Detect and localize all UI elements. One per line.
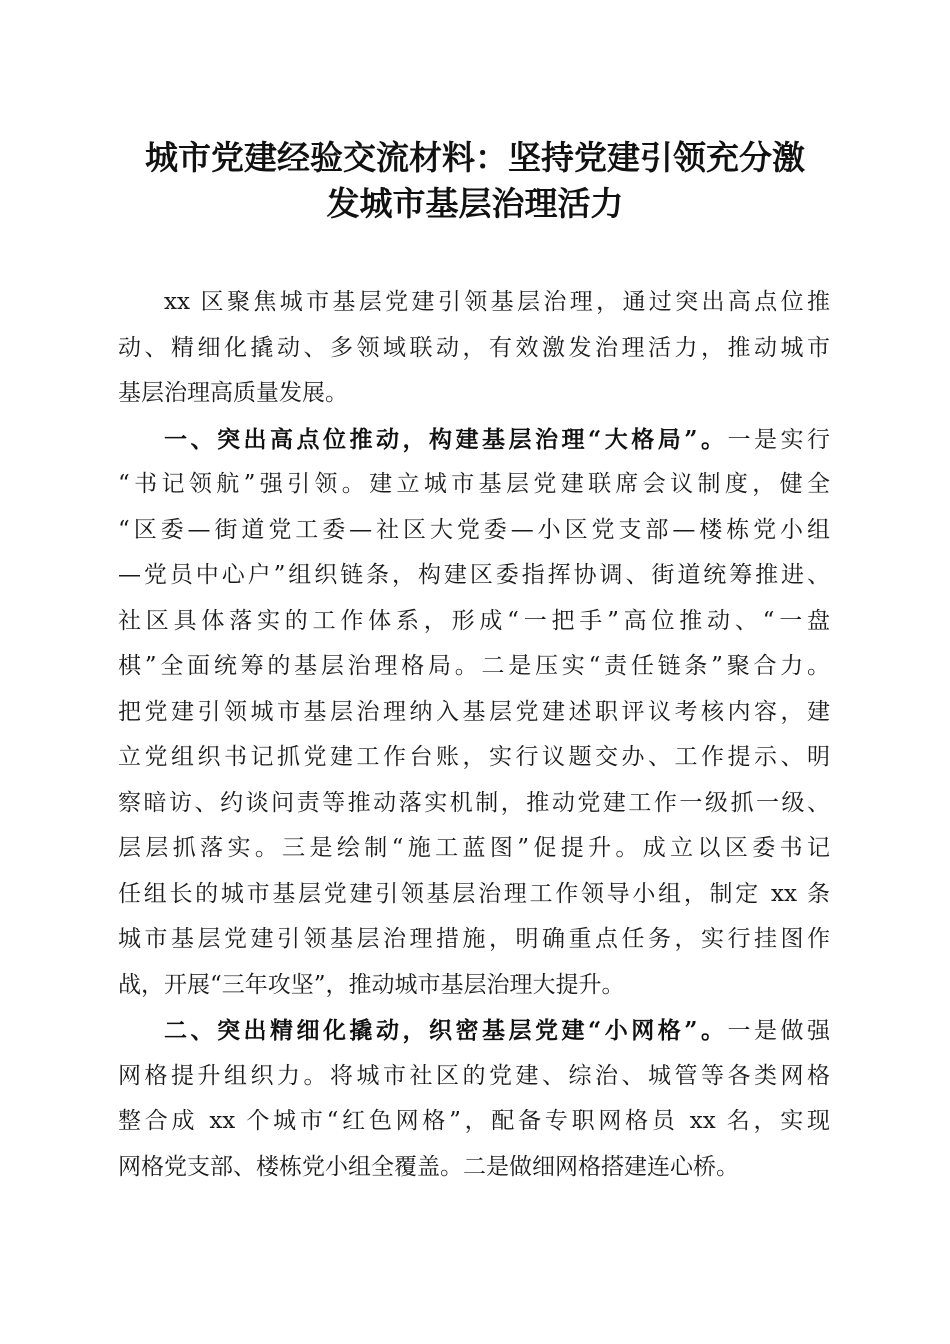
paragraph-line: 网格提升组织力。将城市社区的党建、综治、城管等各类网格 [118,1062,830,1089]
paragraph-line: 城市基层党建引领基层治理措施，明确重点任务，实行挂图作 [118,926,830,952]
paragraph-line: 社区具体落实的工作体系，形成“一把手”高位推动、“一盘 [118,607,830,634]
paragraph-line: 把党建引领城市基层治理纳入基层党建述职评议考核内容，建 [118,698,830,725]
paragraph-line: 基层治理高质量发展。 [118,380,348,406]
paragraph-line: 任组长的城市基层党建引领基层治理工作领导小组，制定 xx 条 [118,880,830,907]
section-2-first-line [118,1008,830,1054]
paragraph-line: 立党组织书记抓党建工作台账，实行议题交办、工作提示、明 [118,744,830,770]
paragraph-line: 整合成 xx 个城市“红色网格”，配备专职网格员 xx 名，实现 [118,1108,830,1134]
paragraph-line: “书记领航”强引领。建立城市基层党建联席会议制度，健全 [118,471,830,497]
paragraph-line: xx 区聚焦城市基层党建引领基层治理，通过突出高点位推 [164,289,830,315]
paragraph-line: “区委—街道党工委—社区大党委—小区党支部—楼栋党小组 [118,516,830,543]
paragraph-line: 网格党支部、楼栋党小组全覆盖。二是做细网格搭建连心桥。 [118,1153,739,1180]
document-title [100,135,850,227]
document-body [118,280,830,1190]
paragraph-line: 动、精细化撬动、多领域联动，有效激发治理活力，推动城市 [118,334,830,361]
section-2-lead-text: 一是做强 [727,1018,831,1044]
paragraph-line: 棋”全面统筹的基层治理格局。二是压实“责任链条”聚合力。 [118,653,830,679]
title-line-1: 城市党建经验交流材料：坚持党建引领充分激 [145,138,805,177]
section-2-heading: 二、突出精细化撬动，织密基层党建“小网格”。 [164,1017,728,1044]
paragraph-line: 层层抓落实。三是绘制“施工蓝图”促提升。成立以区委书记 [118,835,830,861]
paragraph-line: —党员中心户”组织链条，构建区委指挥协调、街道统筹推进、 [118,562,830,588]
paragraph-line: 察暗访、约谈问责等推动落实机制，推动党建工作一级抓一级、 [118,789,830,816]
section-1-first-line [118,417,830,463]
section-1-heading: 一、突出高点位推动，构建基层治理“大格局”。 [164,425,728,453]
title-line-2: 发城市基层治理活力 [326,184,624,223]
section-1-lead-text: 一是实行 [727,426,831,453]
paragraph-line: 战，开展“三年攻坚”，推动城市基层治理大提升。 [118,971,625,998]
